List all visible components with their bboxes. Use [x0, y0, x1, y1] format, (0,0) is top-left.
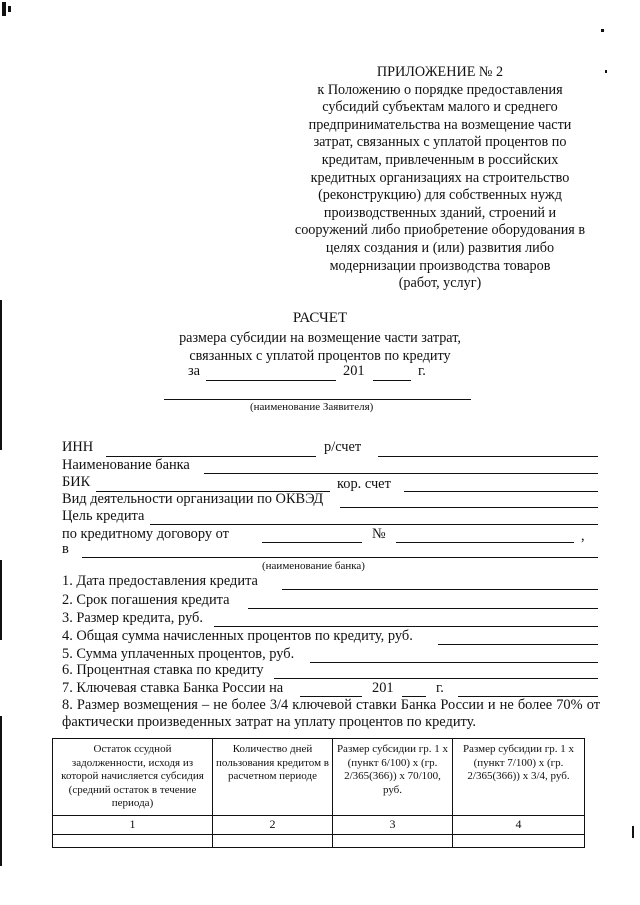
- appendix-line: модернизации производства товаров: [329, 257, 551, 274]
- contract-number-field[interactable]: [396, 542, 574, 543]
- contract-bank-field[interactable]: [82, 557, 598, 558]
- subsidy-table: [52, 738, 585, 848]
- item-3-field[interactable]: [214, 626, 598, 627]
- table-header-cell: Количество дней пользования кредитом в расчетном периоде: [213, 739, 333, 816]
- bank-v-label: в: [62, 541, 69, 557]
- appendix-line: (реконструкцию) для собственных нужд: [318, 187, 562, 204]
- item-4-label: 4. Общая сумма начисленных процентов по кредиту, руб.: [62, 628, 413, 644]
- item-5-label: 5. Сумма уплаченных процентов, руб.: [62, 646, 295, 662]
- item-8-text: 8. Размер возмещения – не более 3/4 ключевой ставки Банка России и не более 70% от фактически произведенных затрат на уплату процентов по кредиту.: [62, 697, 600, 730]
- appendix-line: предпринимательства на возмещение части: [308, 116, 572, 133]
- contract-label: по кредитному договору от: [62, 526, 229, 542]
- item-5-field[interactable]: [310, 662, 598, 663]
- appendix-line: (работ, услуг): [398, 275, 482, 292]
- appendix-header: [270, 64, 610, 293]
- table-header-cell: Размер субсидии гр. 1 х (пункт 6/100) х (гр. 2/365(366)) х 70/100, руб.: [333, 739, 453, 816]
- scan-mark: [605, 70, 607, 73]
- column-number: 4: [453, 815, 585, 834]
- period-year-field[interactable]: [373, 380, 411, 381]
- table-cell[interactable]: [213, 834, 333, 847]
- bik-label: БИК: [62, 474, 91, 490]
- appendix-line: целях создания и (или) развития либо: [325, 239, 555, 256]
- appendix-line: кредитам, привлеченным в российских: [321, 151, 559, 168]
- appendix-line: кредитных организациях на строительство: [310, 169, 570, 186]
- scan-edge: [0, 300, 2, 450]
- scan-mark: [8, 6, 11, 12]
- bank-name-label: Наименование банка: [62, 457, 190, 473]
- bank-caption: (наименование банка): [262, 560, 365, 572]
- item-4-field[interactable]: [438, 644, 598, 645]
- item-7-label: 7. Ключевая ставка Банка России на: [62, 680, 284, 696]
- ks-label: кор. счет: [337, 476, 391, 492]
- okved-field[interactable]: [340, 507, 598, 508]
- scan-mark: [2, 2, 6, 16]
- applicant-name-field[interactable]: [164, 399, 471, 400]
- purpose-field[interactable]: [150, 524, 598, 525]
- appendix-line: затрат, связанных с уплатой процентов по: [313, 134, 567, 151]
- period-year-prefix: 201: [343, 363, 365, 379]
- item-7-year-prefix: 201: [372, 680, 394, 696]
- appendix-line: к Положению о порядке предоставления: [317, 81, 563, 98]
- calc-subtitle-line2: связанных с уплатой процентов по кредиту: [189, 348, 451, 364]
- purpose-label: Цель кредита: [62, 508, 145, 524]
- appendix-line: сооружений либо приобретение оборудования в: [294, 222, 586, 239]
- contract-number-label: №: [372, 526, 386, 542]
- item-1-label: 1. Дата предоставления кредита: [62, 573, 258, 589]
- item-7-year-suffix: г.: [436, 680, 444, 696]
- table-header-cell: Размер субсидии гр. 1 х (пункт 7/100) х (гр. 2/365(366)) х 3/4, руб.: [453, 739, 585, 816]
- item-2-label: 2. Срок погашения кредита: [62, 592, 230, 608]
- scan-mark: [632, 826, 634, 838]
- okved-label: Вид деятельности организации по ОКВЭД: [62, 491, 324, 507]
- scan-edge: [0, 716, 2, 866]
- item-1-field[interactable]: [282, 589, 598, 590]
- bank-name-field[interactable]: [204, 473, 598, 474]
- applicant-caption: (наименование Заявителя): [250, 401, 374, 413]
- table-cell[interactable]: [333, 834, 453, 847]
- table-row: [53, 834, 585, 847]
- appendix-line: производственных зданий, строений и: [323, 204, 557, 221]
- item-6-label: 6. Процентная ставка по кредиту: [62, 662, 264, 678]
- table-header-row: [53, 739, 585, 816]
- contract-comma: ,: [581, 528, 585, 544]
- item-6-field[interactable]: [274, 678, 598, 679]
- period-year-suffix: г.: [418, 363, 426, 379]
- rs-field[interactable]: [378, 456, 598, 457]
- inn-label: ИНН: [62, 439, 94, 455]
- table-header-cell: Остаток ссудной задолженности, исходя из которой начисляется субсидия (средний остаток в течение периода): [53, 739, 213, 816]
- appendix-title: ПРИЛОЖЕНИЕ № 2: [376, 64, 504, 80]
- scan-edge: [0, 560, 2, 640]
- ks-field[interactable]: [404, 491, 598, 492]
- appendix-line: субсидий субъектам малого и среднего: [322, 99, 558, 116]
- scan-mark: [601, 29, 604, 32]
- calc-title: РАСЧЕТ: [292, 310, 348, 326]
- column-number: 1: [53, 815, 213, 834]
- calc-subtitle-line1: размера субсидии на возмещение части затрат,: [179, 330, 461, 346]
- period-za-label: за: [188, 363, 201, 379]
- table-number-row: [53, 815, 585, 834]
- contract-date-field[interactable]: [262, 542, 362, 543]
- column-number: 3: [333, 815, 453, 834]
- period-month-field[interactable]: [206, 380, 336, 381]
- item-2-field[interactable]: [248, 608, 598, 609]
- rs-label: р/счет: [324, 439, 362, 455]
- table-cell[interactable]: [53, 834, 213, 847]
- column-number: 2: [213, 815, 333, 834]
- item-3-label: 3. Размер кредита, руб.: [62, 610, 203, 626]
- table-cell[interactable]: [453, 834, 585, 847]
